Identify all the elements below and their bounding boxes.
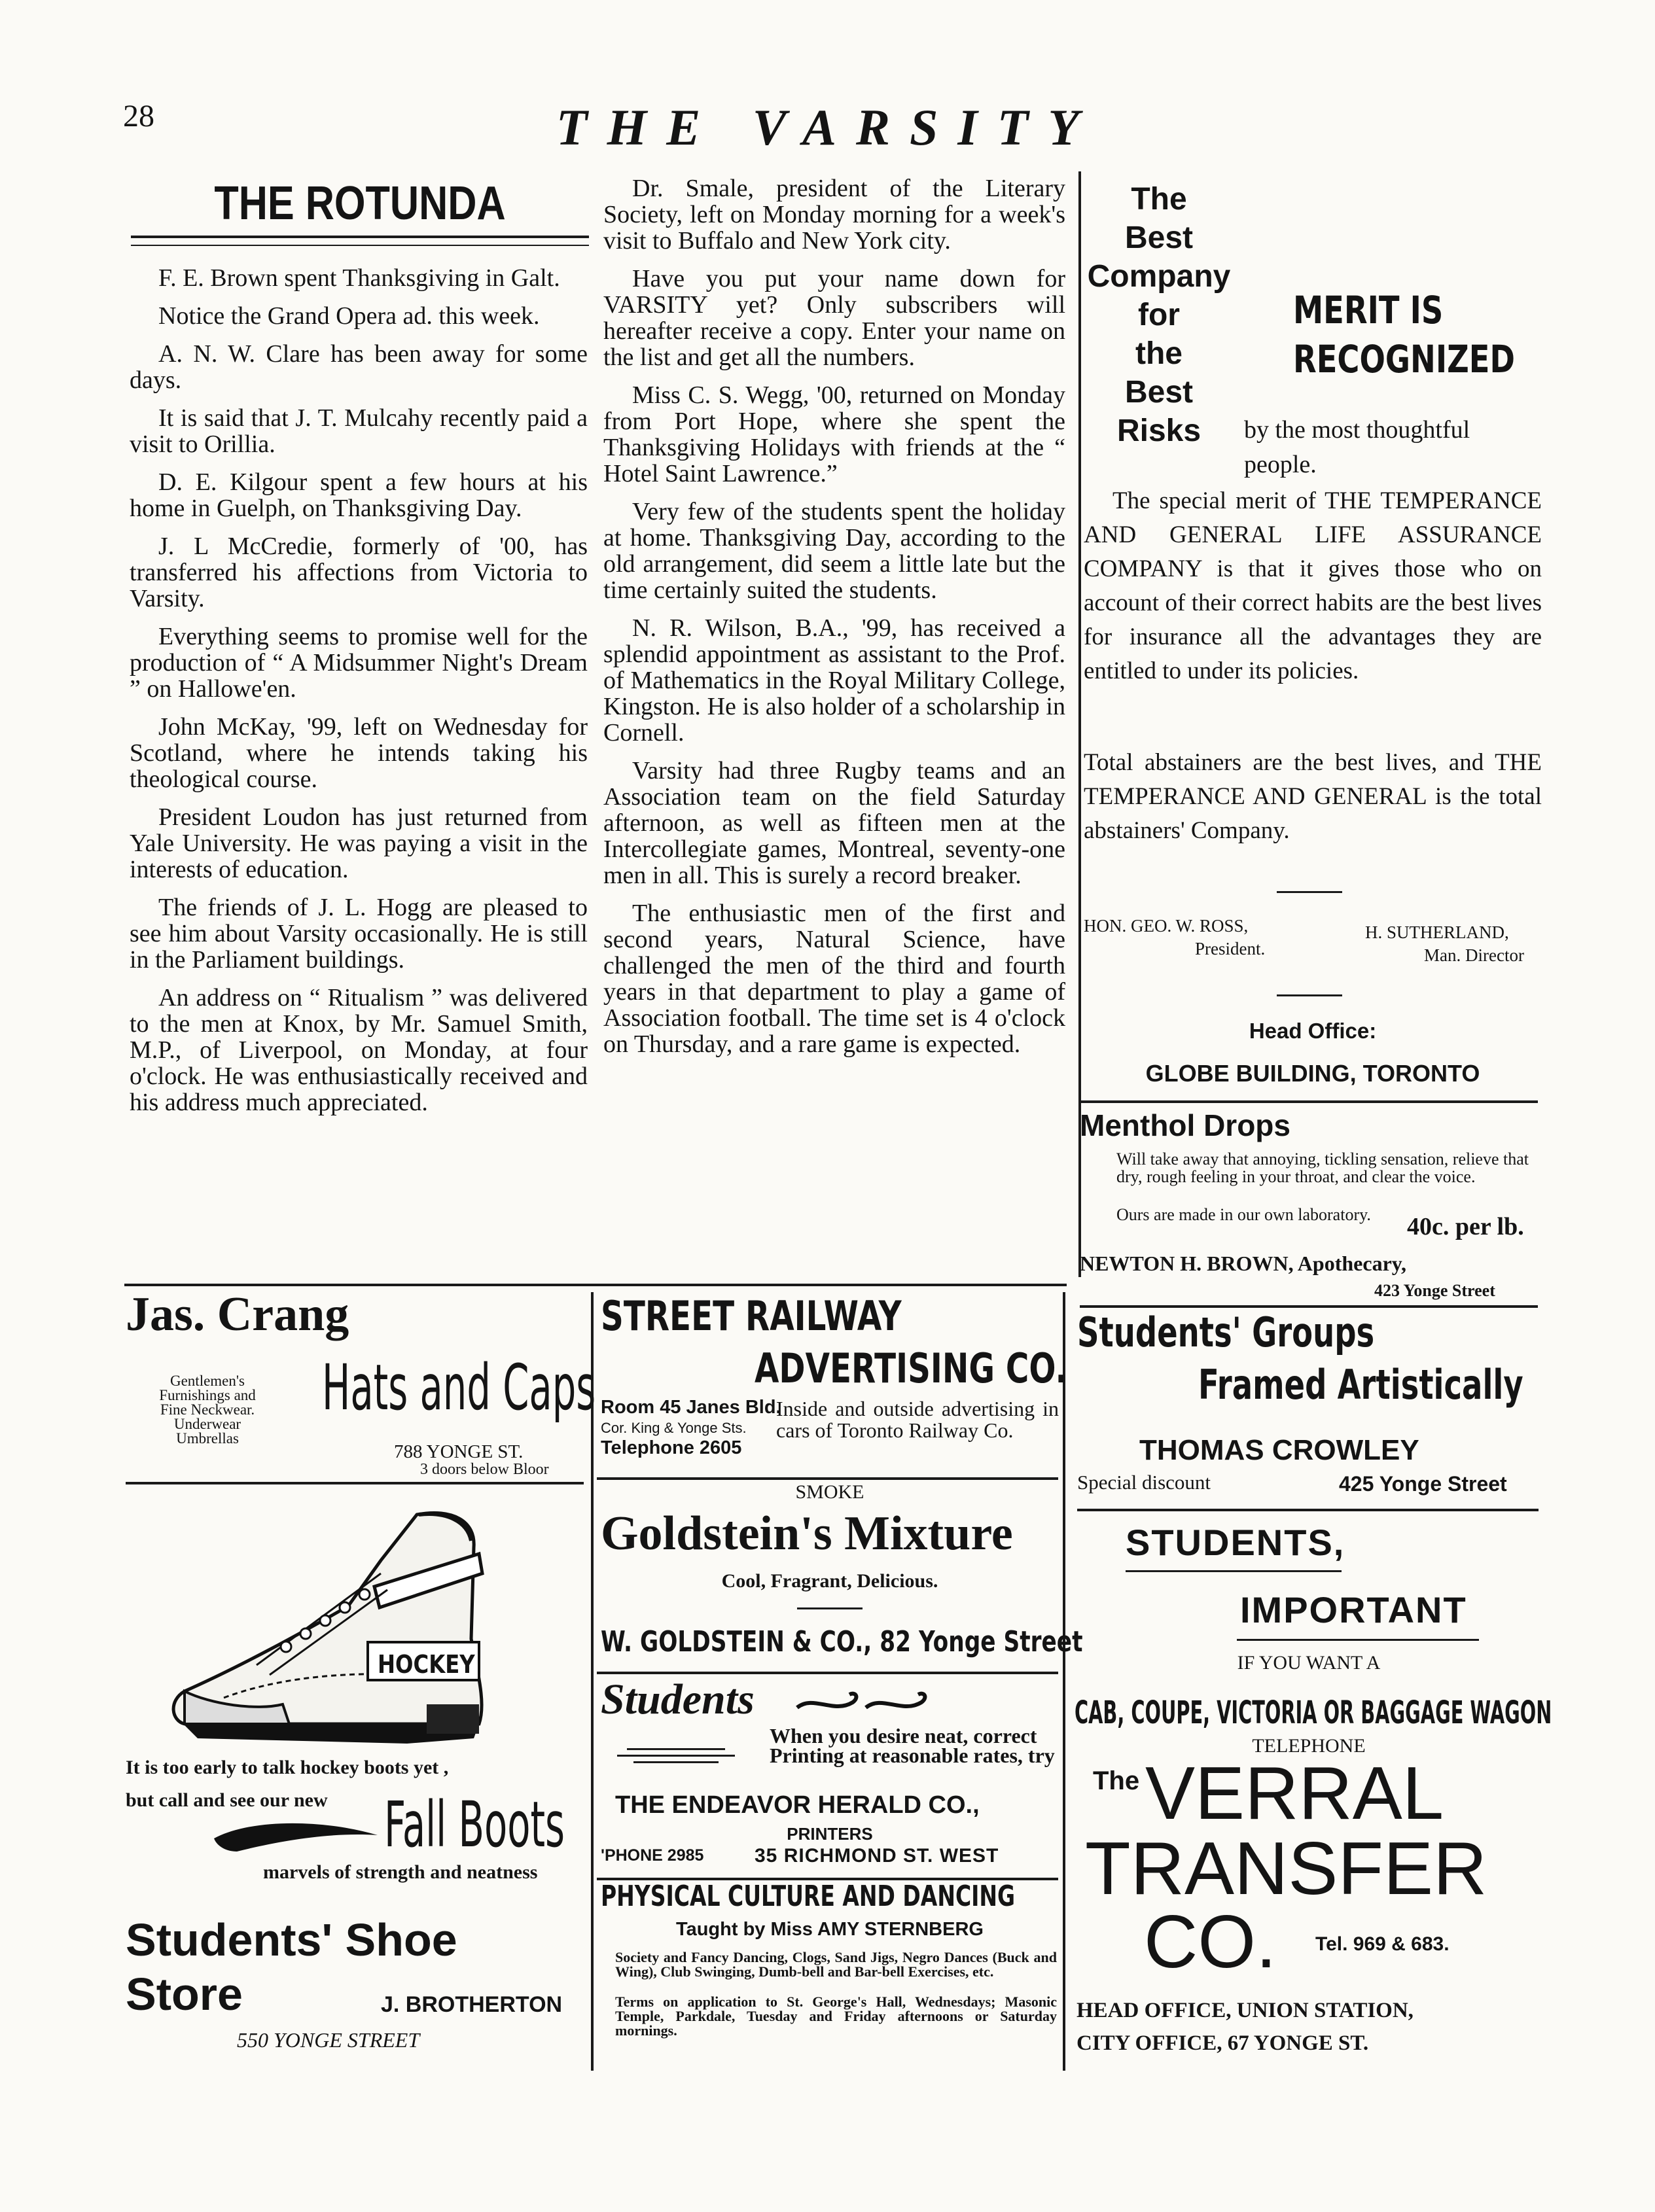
rotunda-column-2: [603, 175, 1065, 1069]
by-line: people.: [1244, 451, 1317, 478]
menthol-text: Will take away that annoying, tickling sensation, relieve that dry, rough feeling in your throat, and clear the voice.: [1116, 1150, 1529, 1186]
page-number: 28: [123, 99, 154, 133]
menthol-address: 423 Yonge Street: [1374, 1281, 1495, 1300]
verral-want: IF YOU WANT A: [1237, 1652, 1381, 1674]
hockey-boot-illustration: [171, 1508, 590, 1753]
crang-goods: [126, 1374, 289, 1446]
officer-title: President.: [1195, 939, 1266, 958]
news-item: Dr. Smale, president of the Literary Society, left on Monday morning for a week's visit to Buffalo and New York city.: [603, 175, 1065, 255]
news-item: F. E. Brown spent Thanksgiving in Galt.: [158, 264, 560, 292]
news-item: President Loudon has just returned from Yale University. He was paying a visit in the interests of education.: [130, 803, 588, 883]
printing-phone: 'PHONE 2985: [601, 1846, 704, 1865]
news-item: It is said that J. T. Mulcahy recently paid a visit to Orillia.: [130, 404, 588, 458]
groups-line2: Framed Artistically: [1198, 1361, 1523, 1409]
printing-printers: PRINTERS: [787, 1824, 873, 1844]
news-item: D. E. Kilgour spent a few hours at his home in Guelph, on Thanksgiving Day.: [130, 468, 588, 522]
office-label: Head Office:: [1249, 1019, 1377, 1043]
goldstein-name: Goldstein's Mixture: [601, 1507, 1013, 1560]
railway-corner: Cor. King & Yonge Sts.: [601, 1420, 747, 1436]
news-item: Have you put your name down for VARSITY yet? Only subscribers will hereafter receive a copy. Enter your name on the list and get all the numbers.: [603, 265, 1065, 371]
store-name: Students' Shoe: [126, 1914, 457, 1965]
news-item: N. R. Wilson, B.A., '99, has received a splendid appointment as assistant to the Prof. of Mathematics in the Royal Military College, Kingston. He is also holder of a scholarship in Cornell.: [603, 614, 1065, 746]
scroll-ornament: [794, 1688, 934, 1722]
headline-merit: MERIT IS: [1293, 288, 1444, 332]
verral-ad: [1073, 1518, 1552, 2074]
office-address: GLOBE BUILDING, TORONTO: [1145, 1060, 1480, 1087]
verral-important: IMPORTANT: [1240, 1589, 1467, 1630]
news-item: The friends of J. L. Hogg are pleased to see him about Varsity occasionally. He is still in the Parliament buildings.: [130, 894, 588, 974]
by-line: by the most thoughtful: [1244, 416, 1470, 444]
rule-ornament: [633, 1761, 719, 1763]
slogan-line: Company: [1087, 259, 1231, 294]
verral-name: VERRAL: [1145, 1752, 1444, 1835]
news-item: A. N. W. Clare has been away for some days.: [130, 340, 588, 394]
goods-line: Umbrellas: [176, 1430, 239, 1447]
menthol-title: Menthol Drops: [1080, 1108, 1290, 1142]
divider: [1277, 891, 1342, 893]
rule-ornament: [627, 1748, 725, 1750]
rotunda-column-1: [130, 265, 588, 1127]
section-divider: [124, 1284, 1067, 1286]
ad-separator: [597, 1672, 1058, 1674]
news-item: John McKay, '99, left on Wednesday for Scotland, where he intends taking his theological course.: [130, 713, 588, 793]
news-item: Everything seems to promise well for the production of “ A Midsummer Night's Dream ” on Hallowe'en.: [130, 623, 588, 703]
slogan-line: for: [1138, 298, 1180, 332]
boot-label: HOCKEY: [378, 1650, 475, 1679]
ad-separator: [126, 1482, 584, 1484]
officer-title: Man. Director: [1424, 945, 1524, 965]
ad-separator: [1080, 1305, 1538, 1308]
shoe-line: but call and see our new: [126, 1789, 328, 1811]
slogan-line: the: [1135, 336, 1183, 371]
goods-line: Fine Neckwear.: [160, 1401, 255, 1418]
groups-ad: [1077, 1308, 1539, 1505]
verral-name: CO.: [1144, 1901, 1277, 1984]
headline-recognized: RECOGNIZED: [1293, 337, 1515, 381]
groups-name: THOMAS CROWLEY: [1139, 1434, 1419, 1466]
verral-vehicles: CAB, COUPE, VICTORIA OR BAGGAGE WAGON: [1075, 1694, 1552, 1731]
column-divider: [1063, 1292, 1065, 2071]
side-slogan: [1084, 180, 1234, 450]
title-rule: [131, 245, 589, 246]
crang-headline: Hats and Caps: [322, 1351, 596, 1424]
slogan-line: The: [1131, 182, 1187, 217]
officer-name: H. SUTHERLAND,: [1365, 922, 1509, 942]
dancing-ad: [601, 1880, 1059, 2076]
printing-ad: [601, 1675, 1059, 1884]
store-name: Store: [126, 1969, 243, 2020]
masthead-title: THE VARSITY: [556, 99, 1099, 156]
menthol-price: 40c. per lb.: [1407, 1213, 1524, 1240]
groups-address: 425 Yonge Street: [1339, 1472, 1507, 1496]
news-item: Varsity had three Rugby teams and an Association team on the field Saturday afternoon, as well as fifteen men at the Intercollegiate games, Montreal, seventy-one men in all. This is surely a record breaker.: [603, 757, 1065, 889]
goods-line: Furnishings and: [159, 1387, 256, 1403]
menthol-seller: NEWTON H. BROWN, Apothecary,: [1080, 1252, 1406, 1275]
fall-boots: Fall Boots: [384, 1788, 565, 1861]
verral-students: STUDENTS,: [1126, 1522, 1345, 1563]
printing-address: 35 RICHMOND ST. WEST: [755, 1845, 999, 1867]
rotunda-title: THE ROTUNDA: [214, 177, 506, 230]
divider: [1237, 1639, 1479, 1641]
title-rule: [131, 236, 589, 238]
temperance-body: Total abstainers are the best lives, and THE TEMPERANCE AND GENERAL is the total abstainers' Company.: [1084, 749, 1542, 844]
divider: [1126, 1570, 1342, 1572]
crang-address: 3 doors below Bloor: [420, 1461, 549, 1478]
shoe-marvels: marvels of strength and neatness: [263, 1861, 538, 1883]
boot-heel: [427, 1704, 479, 1734]
news-item: Very few of the students spent the holiday at home. Thanksgiving Day, according to the old arrangement, did seem a little late but the time certainly suited the students.: [603, 498, 1065, 604]
news-item: An address on “ Ritualism ” was delivered to the men at Knox, by Mr. Samuel Smith, M.P., of Liverpool, on Monday, at four o'clock. He was enthusiastically received and his address much appreciated.: [130, 984, 588, 1116]
verral-tel: Tel. 969 & 683.: [1315, 1933, 1450, 1955]
news-item: The enthusiastic men of the first and second years, Natural Science, have challenged the men of the third and fourth years in that department to play a game of Association football. The time set is 4 o'clock on Thursday, and a rare game is expected.: [603, 900, 1065, 1058]
crang-ad: [126, 1288, 596, 1482]
verral-city-office: CITY OFFICE, 67 YONGE ST.: [1077, 2031, 1369, 2055]
menthol-ad: [1080, 1104, 1538, 1307]
temperance-body: The special merit of THE TEMPERANCE AND GENERAL LIFE ASSURANCE COMPANY is that it gives those who on account of their correct habits are the best lives for insurance all the advantages they are entitled to under its policies.: [1084, 487, 1542, 684]
dancing-text: Society and Fancy Dancing, Clogs, Sand Jigs, Negro Dances (Buck and Wing), Club Swinging, Dumb-bell and Bar-bell Exercises, etc.: [615, 1949, 1057, 1980]
goldstein-company: W. GOLDSTEIN & CO., 82 Yonge Street: [601, 1625, 1083, 1659]
swoosh-flourish: [211, 1816, 381, 1855]
crang-address: 788 YONGE ST.: [394, 1441, 524, 1462]
railway-room: Room 45 Janes Bld.: [601, 1397, 781, 1418]
slogan-line: Risks: [1116, 413, 1201, 448]
goods-line: Underwear: [173, 1416, 241, 1432]
dancing-teacher: Taught by Miss AMY STERNBERG: [676, 1919, 984, 1940]
verral-name: TRANSFER: [1085, 1827, 1487, 1910]
printing-company: THE ENDEAVOR HERALD CO.,: [615, 1791, 980, 1819]
news-item: Miss C. S. Wegg, '00, returned on Monday from Port Hope, where she spent the Thanksgiving Holidays with friends at the “ Hotel Saint Lawrence.”: [603, 381, 1065, 487]
shoe-line: It is too early to talk hockey boots yet ,: [126, 1757, 449, 1778]
news-item: J. L McCredie, formerly of '00, has transferred his affections from Victoria to Varsity.: [130, 533, 588, 612]
temperance-ad: [1084, 180, 1542, 1093]
goods-line: Gentlemen's: [169, 1373, 245, 1389]
railway-line1: STREET RAILWAY: [601, 1292, 902, 1340]
divider: [1277, 994, 1342, 996]
goldstein-tagline: Cool, Fragrant, Delicious.: [721, 1570, 938, 1592]
ad-separator: [1080, 1100, 1538, 1103]
goldstein-smoke: SMOKE: [795, 1481, 864, 1503]
groups-discount: Special discount: [1077, 1471, 1211, 1494]
officer-name: HON. GEO. W. ROSS,: [1084, 916, 1249, 936]
slogan-line: Best: [1124, 375, 1194, 410]
goldstein-ad: [601, 1480, 1083, 1673]
news-item: Notice the Grand Opera ad. this week.: [158, 302, 540, 330]
verral-telephone: TELEPHONE: [1252, 1735, 1366, 1757]
slogan-line: Best: [1124, 220, 1194, 255]
verral-the: The: [1093, 1766, 1140, 1795]
printing-headline: Students: [601, 1676, 755, 1723]
menthol-text: Ours are made in our own laboratory.: [1116, 1205, 1371, 1224]
railway-line2: ADVERTISING CO.: [755, 1344, 1067, 1392]
dancing-title: PHYSICAL CULTURE AND DANCING: [601, 1880, 1016, 1913]
railway-ad: [601, 1292, 1067, 1482]
store-address: 550 YONGE STREET: [237, 2028, 420, 2052]
railway-phone: Telephone 2605: [601, 1437, 742, 1458]
crang-name: Jas. Crang: [126, 1288, 349, 1341]
groups-line1: Students' Groups: [1077, 1308, 1375, 1356]
rule-ornament: [617, 1755, 735, 1757]
dancing-text: Terms on application to St. George's Hall, Wednesdays; Masonic Temple, Parkdale, Tuesday and Friday afternoons or Saturday mornings.: [615, 1993, 1057, 2039]
divider: [797, 1607, 863, 1609]
ad-separator: [1077, 1509, 1539, 1511]
shoe-ad: [126, 1495, 584, 2071]
store-owner: J. BROTHERTON: [381, 1992, 563, 2017]
printing-text: When you desire neat, correct Printing at reasonable rates, try: [770, 1724, 1055, 1767]
railway-desc: Inside and outside advertising in cars of Toronto Railway Co.: [776, 1397, 1059, 1442]
verral-head-office: HEAD OFFICE, UNION STATION,: [1077, 1999, 1414, 2022]
